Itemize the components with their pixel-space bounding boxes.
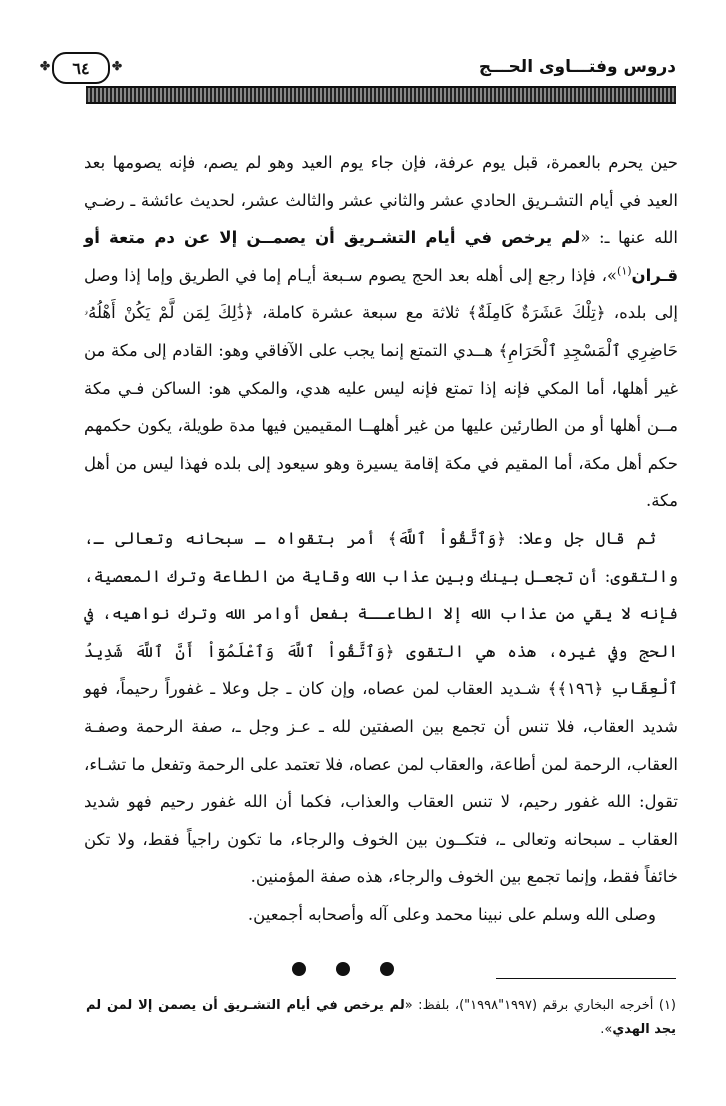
footnote-rule: [496, 978, 676, 979]
dot-icon: [380, 962, 394, 976]
main-text: [84, 144, 678, 933]
separator-dots: [292, 962, 394, 976]
page-number: ✤ ٦٤ ✤: [52, 52, 110, 84]
hadith-quote: لم يرخص في أيام التشـريق أن يصمــن إلا عن دم متعة أو قـران: [84, 228, 678, 285]
footnote-start: (١) أخرجه البخاري برقم (١٩٩٧"١٩٩٨")، بلفظ: «: [404, 998, 676, 1013]
paragraph-1: [84, 144, 678, 520]
paragraph-2: ثم قال جل وعلا: ﴿وَٱتَّقُواْ ٱللَّهَ﴾ أمر بتقواه ـ سبحانه وتعالى ـ، والتقوى: أن تجعـل بينك وبين عذاب الله وقاية من الطاعة وترك المعصية، فإنه لا يقي من عذاب الله إلا الطاعــة بفعل أوامر الله وترك نواهيه، في الحج وفي غيره، هذه هي التقوى ﴿وَٱتَّقُواْ ٱللَّهَ وَٱعْلَمُوٓاْ أَنَّ ٱللَّهَ شَدِيدُ ٱلْعِقَابِ ﴿١٩٦﴾﴾ شـديد العقاب لمن عصاه، وإن كان ـ جل وعلا ـ غفوراً رحيماً، فهو شديد العقاب، فلا تنس أن تجمع بين الصفتين لله ـ عـز وجل ـ، صفة الرحمة وصفـة العقاب، الرحمة لمن أطاعة، والعقاب لمن عصاه، فلا تعتمد على الرحمة وتفعل ما تشـاء، تقول: الله غفور رحيم، لا تنس العقاب والعذاب، فكما أن الله غفور رحيم فهو شديد العقاب ـ سبحانه وتعالى ـ، فتكــون بين الخوف والرجاء، ما تكون راجياً فقط، ولا تكن خائفاً فقط، وإنما تجمع بين الخوف والرجاء، هذه صفة المؤمنين.: [84, 528, 678, 887]
section-separator: [86, 960, 676, 980]
dot-icon: [336, 962, 350, 976]
header-rule: [86, 86, 676, 104]
paragraph-1-start: حين يحرم بالعمرة، قبل يوم عرفة، فإن جاء يوم العيد وهو لم يصم، فإنه يصومها بعد العيد في أيام التشـريق الحادي عشر والثاني عشر والثالث عشر، لحديث عائشة ـ رضـي الله عنها ـ: «: [84, 153, 678, 248]
footnote: [86, 994, 676, 1042]
page-header: [72, 52, 676, 82]
dot-icon: [292, 962, 306, 976]
footnote-end: ».: [600, 1022, 613, 1037]
closing-prayer: وصلى الله وسلم على نبينا محمد وعلى آله وأصحابه أجمعين.: [247, 904, 656, 924]
footnote-quote: لم يرخص في أيام التشـريق أن يصمن إلا لمن لم يجد الهدي: [86, 998, 676, 1037]
footnote-ref[interactable]: (١): [617, 264, 632, 278]
paragraph-1-rest: »، فإذا رجع إلى أهله بعد الحج يصوم سـبعة أيـام إما في الطريق وإما إذا وصل إلى بلده، ﴿تِلْكَ عَشَرَةٌ كَامِلَةٌ﴾ ثلاثة مع سبعة عشرة كاملة، ﴿ذَٰلِكَ لِمَن لَّمْ يَكُنْ أَهْلُهُۥ حَاضِرِي ٱلْمَسْجِدِ ٱلْحَرَامِ﴾ هــدي التمتع إنما يجب على الآفاقي وهو: القادم إلى مكة من غير أهلها، أما المكي فإنه إذا تمتع فإنه ليس عليه هدي، والمكي هو: الساكن فـي مكة مــن أهلها أو من الطارئين عليها من غير أهلهــا المقيمين فيها مدة طويلة، يكون حكمهم حكم أهل مكة، أما المقيم في مكة إقامة يسيرة وهو سيعود إلى بلده فهذا ليس من أهل مكة.: [84, 265, 678, 511]
book-title: دروس وفتـــاوى الحـــج: [478, 57, 676, 77]
